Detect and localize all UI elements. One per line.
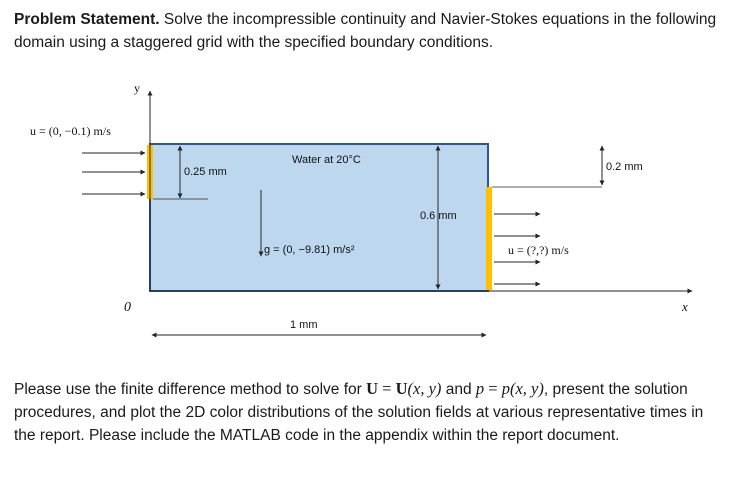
equals-sign: = (378, 379, 396, 398)
velocity-args: (x, y) (407, 379, 442, 398)
problem-statement-lead: Problem Statement. (14, 11, 160, 28)
pressure-args: (x, y) (509, 379, 544, 398)
outlet-offset-label: 0.2 mm (606, 161, 643, 173)
instructions-text-1: Please use the finite difference method to solve for (14, 381, 367, 398)
problem-statement-text: Solve the incompressible continuity and Navier-Stokes equations in the following domain using a staggered grid with the specified boundary conditions. (14, 11, 717, 51)
pressure-symbol: p (475, 379, 485, 398)
origin-label: 0 (124, 300, 131, 315)
velocity-symbol: U (366, 379, 379, 398)
pressure-function-symbol: p (501, 379, 510, 398)
instructions-text-2: and (441, 381, 476, 398)
equals-sign: = (484, 379, 502, 398)
x-axis-label: x (682, 299, 688, 314)
inlet-height-label: 0.25 mm (184, 166, 227, 178)
instructions (14, 377, 726, 447)
inlet-velocity-label: u = (0, −0.1) m/s (30, 124, 111, 138)
domain-height-label: 0.6 mm (420, 210, 457, 222)
fluid-label: Water at 20°C (292, 154, 361, 166)
outlet-velocity-label: u = (?,?) m/s (508, 243, 569, 257)
y-axis-label: y (134, 81, 140, 95)
velocity-function-symbol: U (395, 379, 408, 398)
instructions-text-3: , present the solution procedures, and plot the 2D color distributions of the solution fields at various representative times in the report. Please include the MATLAB code in the appendix within the report document. (14, 381, 704, 444)
gravity-label: g = (0, −9.81) m/s² (264, 244, 355, 256)
outlet-port (486, 187, 492, 290)
domain-width-label: 1 mm (290, 319, 318, 331)
